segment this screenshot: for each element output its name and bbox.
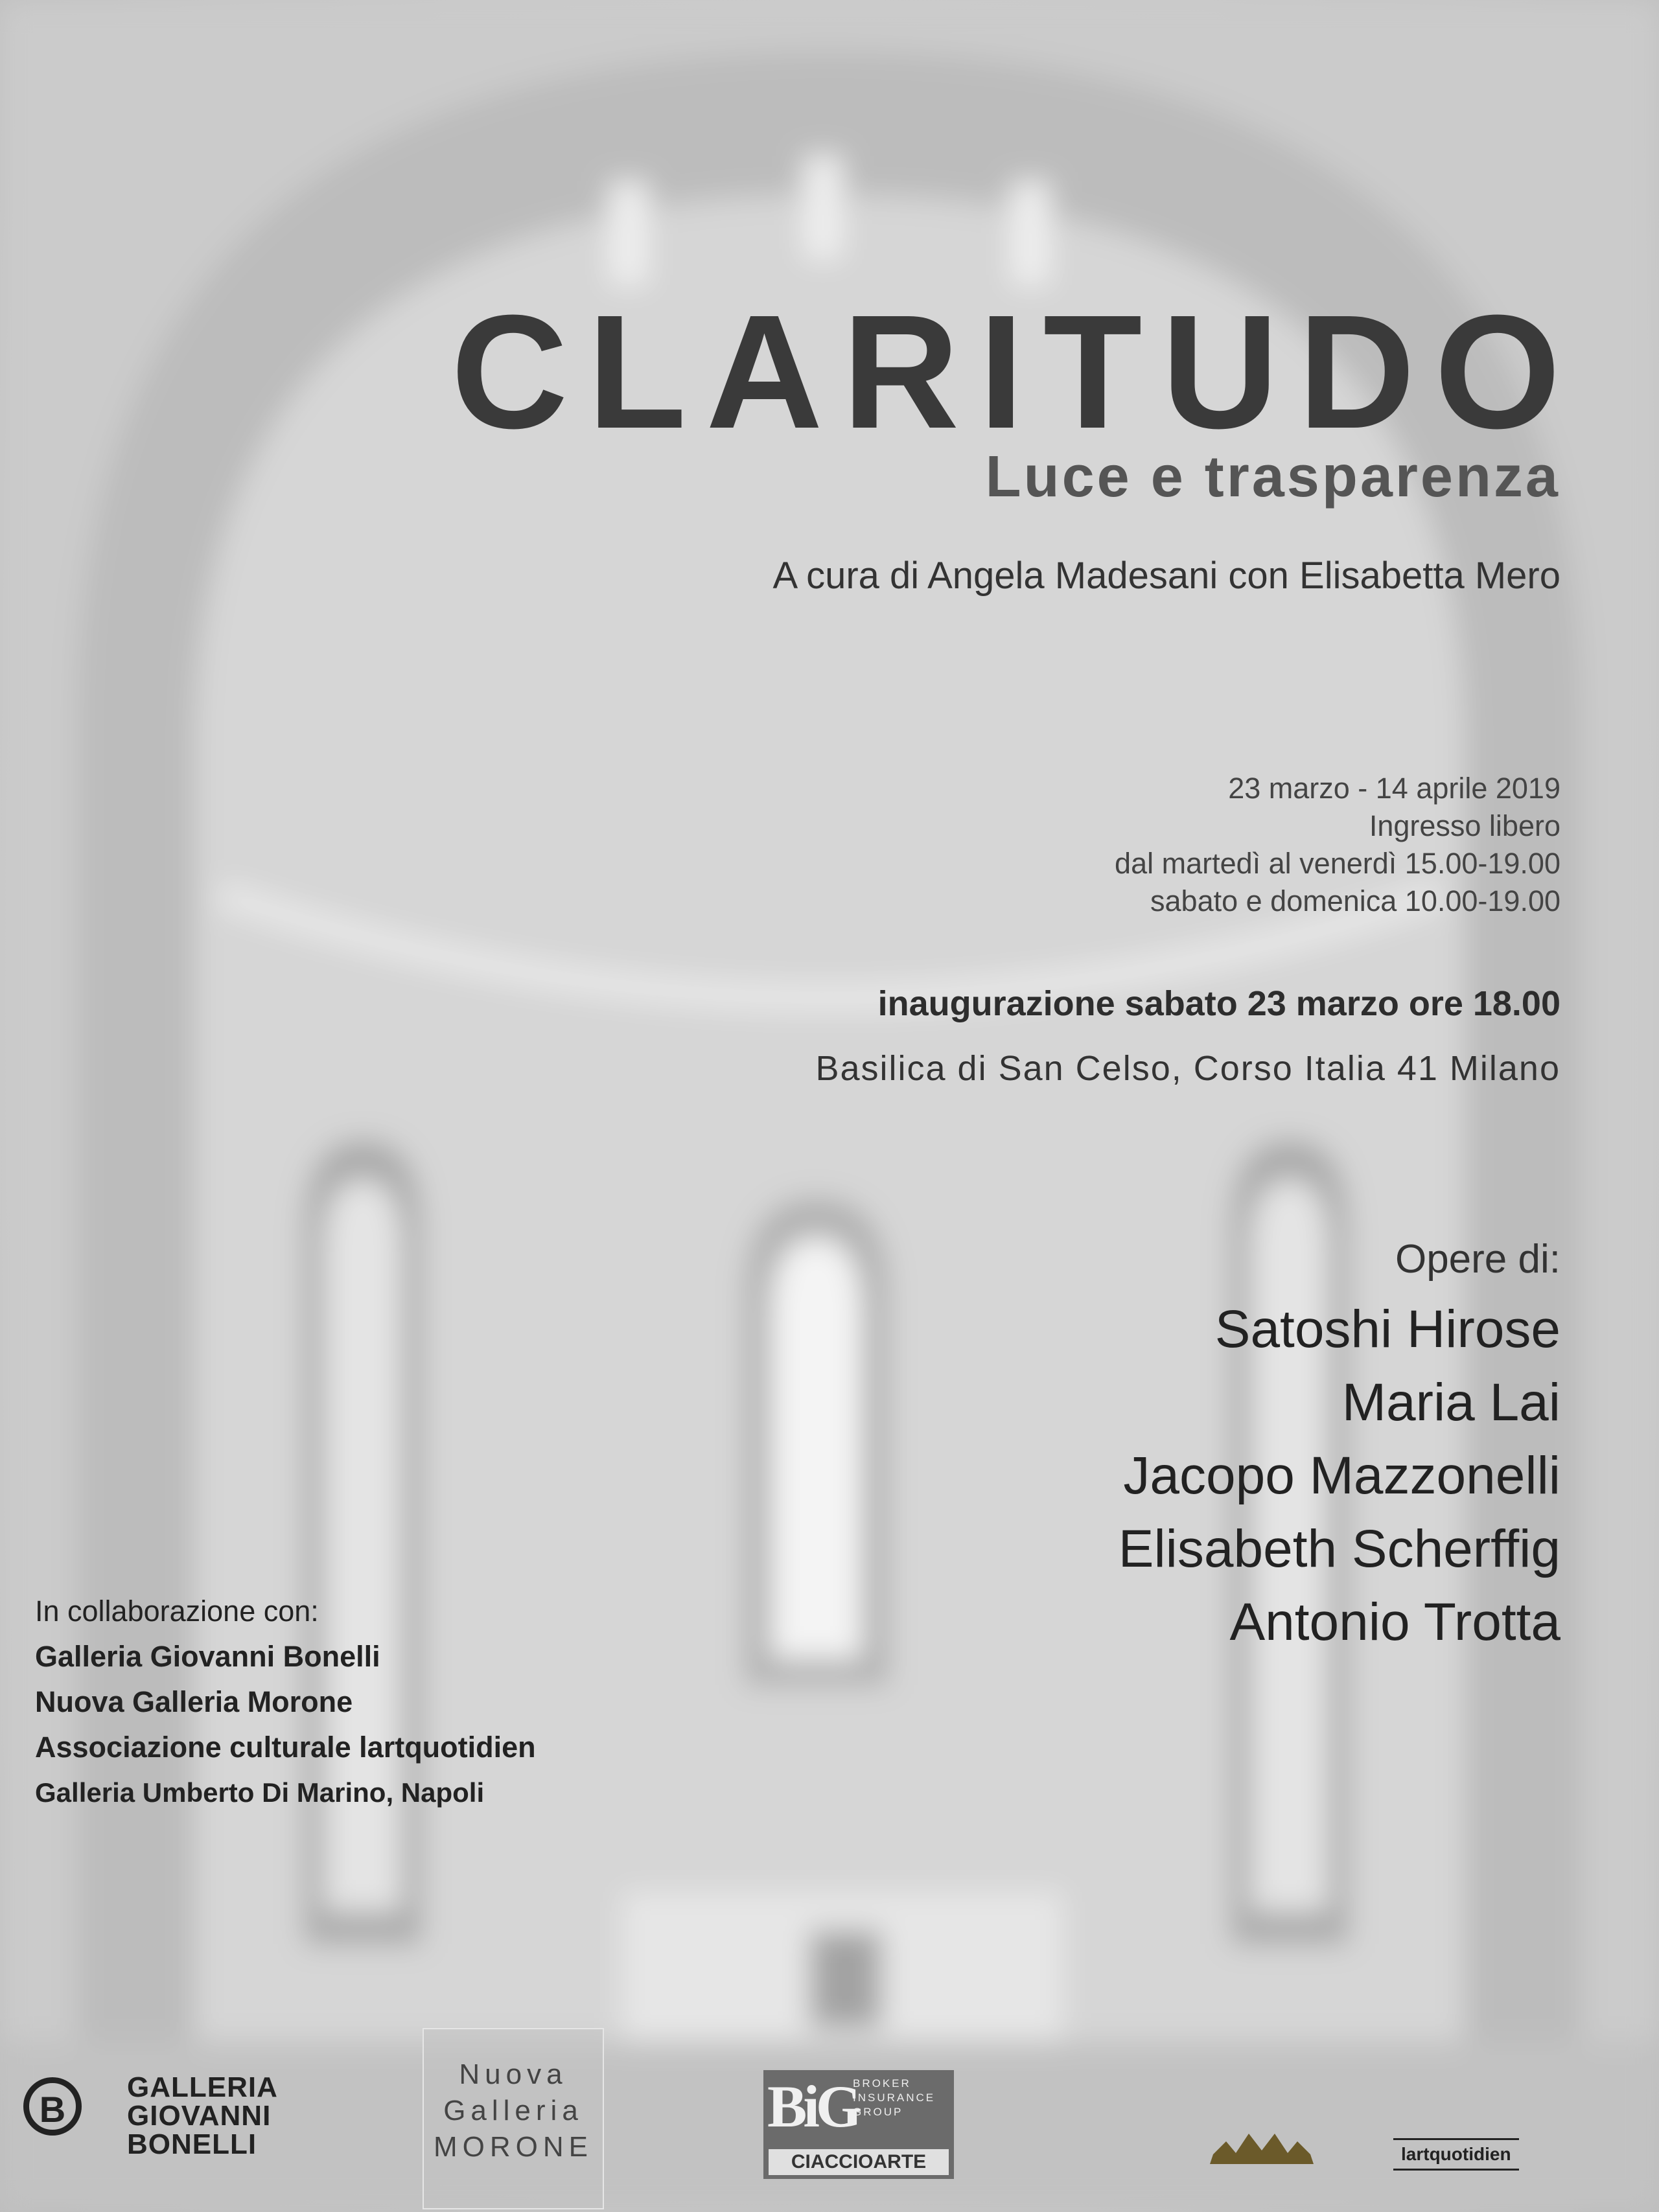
artist-name: Maria Lai <box>1341 1373 1560 1432</box>
weekday-hours: dal martedì al venerdì 15.00-19.00 <box>1115 847 1560 880</box>
collaboration-block <box>35 1589 536 1815</box>
curator-line: A cura di Angela Madesani con Elisabetta Mero <box>772 555 1560 597</box>
exhibition-title: CLARITUDO <box>450 281 1580 462</box>
weekend-hours: sabato e domenica 10.00-19.00 <box>1150 884 1560 917</box>
galleria-bonelli-logo <box>23 2071 296 2160</box>
works-label: Opere di: <box>1395 1237 1560 1282</box>
crown-icon <box>1207 2128 1317 2167</box>
partner-name: Galleria Umberto Di Marino, Napoli <box>35 1777 485 1808</box>
bonelli-logo-text: GALLERIA GIOVANNI BONELLI <box>127 2071 278 2160</box>
artist-name: Jacopo Mazzonelli <box>1123 1446 1560 1505</box>
artist-name: Antonio Trotta <box>1229 1593 1560 1652</box>
partner-name: Galleria Giovanni Bonelli <box>35 1640 380 1673</box>
ciaccio-arte-logo: CIACCIOARTE <box>769 2149 949 2175</box>
b-circle-icon: B <box>23 2077 82 2136</box>
admission: Ingresso libero <box>1369 809 1560 842</box>
exhibition-subtitle: Luce e trasparenza <box>985 444 1560 509</box>
dates-block <box>1115 770 1560 920</box>
opening-line: inaugurazione sabato 23 marzo ore 18.00 <box>877 984 1560 1023</box>
artist-name: Satoshi Hirose <box>1214 1300 1560 1359</box>
artists-list <box>1119 1293 1560 1659</box>
date-range: 23 marzo - 14 aprile 2019 <box>1228 772 1560 805</box>
nuova-galleria-morone-logo: Nuova Galleria MORONE <box>423 2028 604 2209</box>
lartquotidien-logo: lartquotidien <box>1393 2138 1519 2171</box>
venue-line: Basilica di San Celso, Corso Italia 41 Milano <box>815 1049 1560 1088</box>
artist-name: Elisabeth Scherffig <box>1118 1519 1560 1578</box>
partner-name: Associazione culturale lartquotidien <box>35 1731 536 1764</box>
partner-name: Nuova Galleria Morone <box>35 1685 353 1718</box>
collaboration-label: In collaborazione con: <box>35 1595 319 1628</box>
broker-insurance-group-logo: BiG BROKER INSURANCE GROUP CIACCIOARTE <box>763 2070 954 2179</box>
